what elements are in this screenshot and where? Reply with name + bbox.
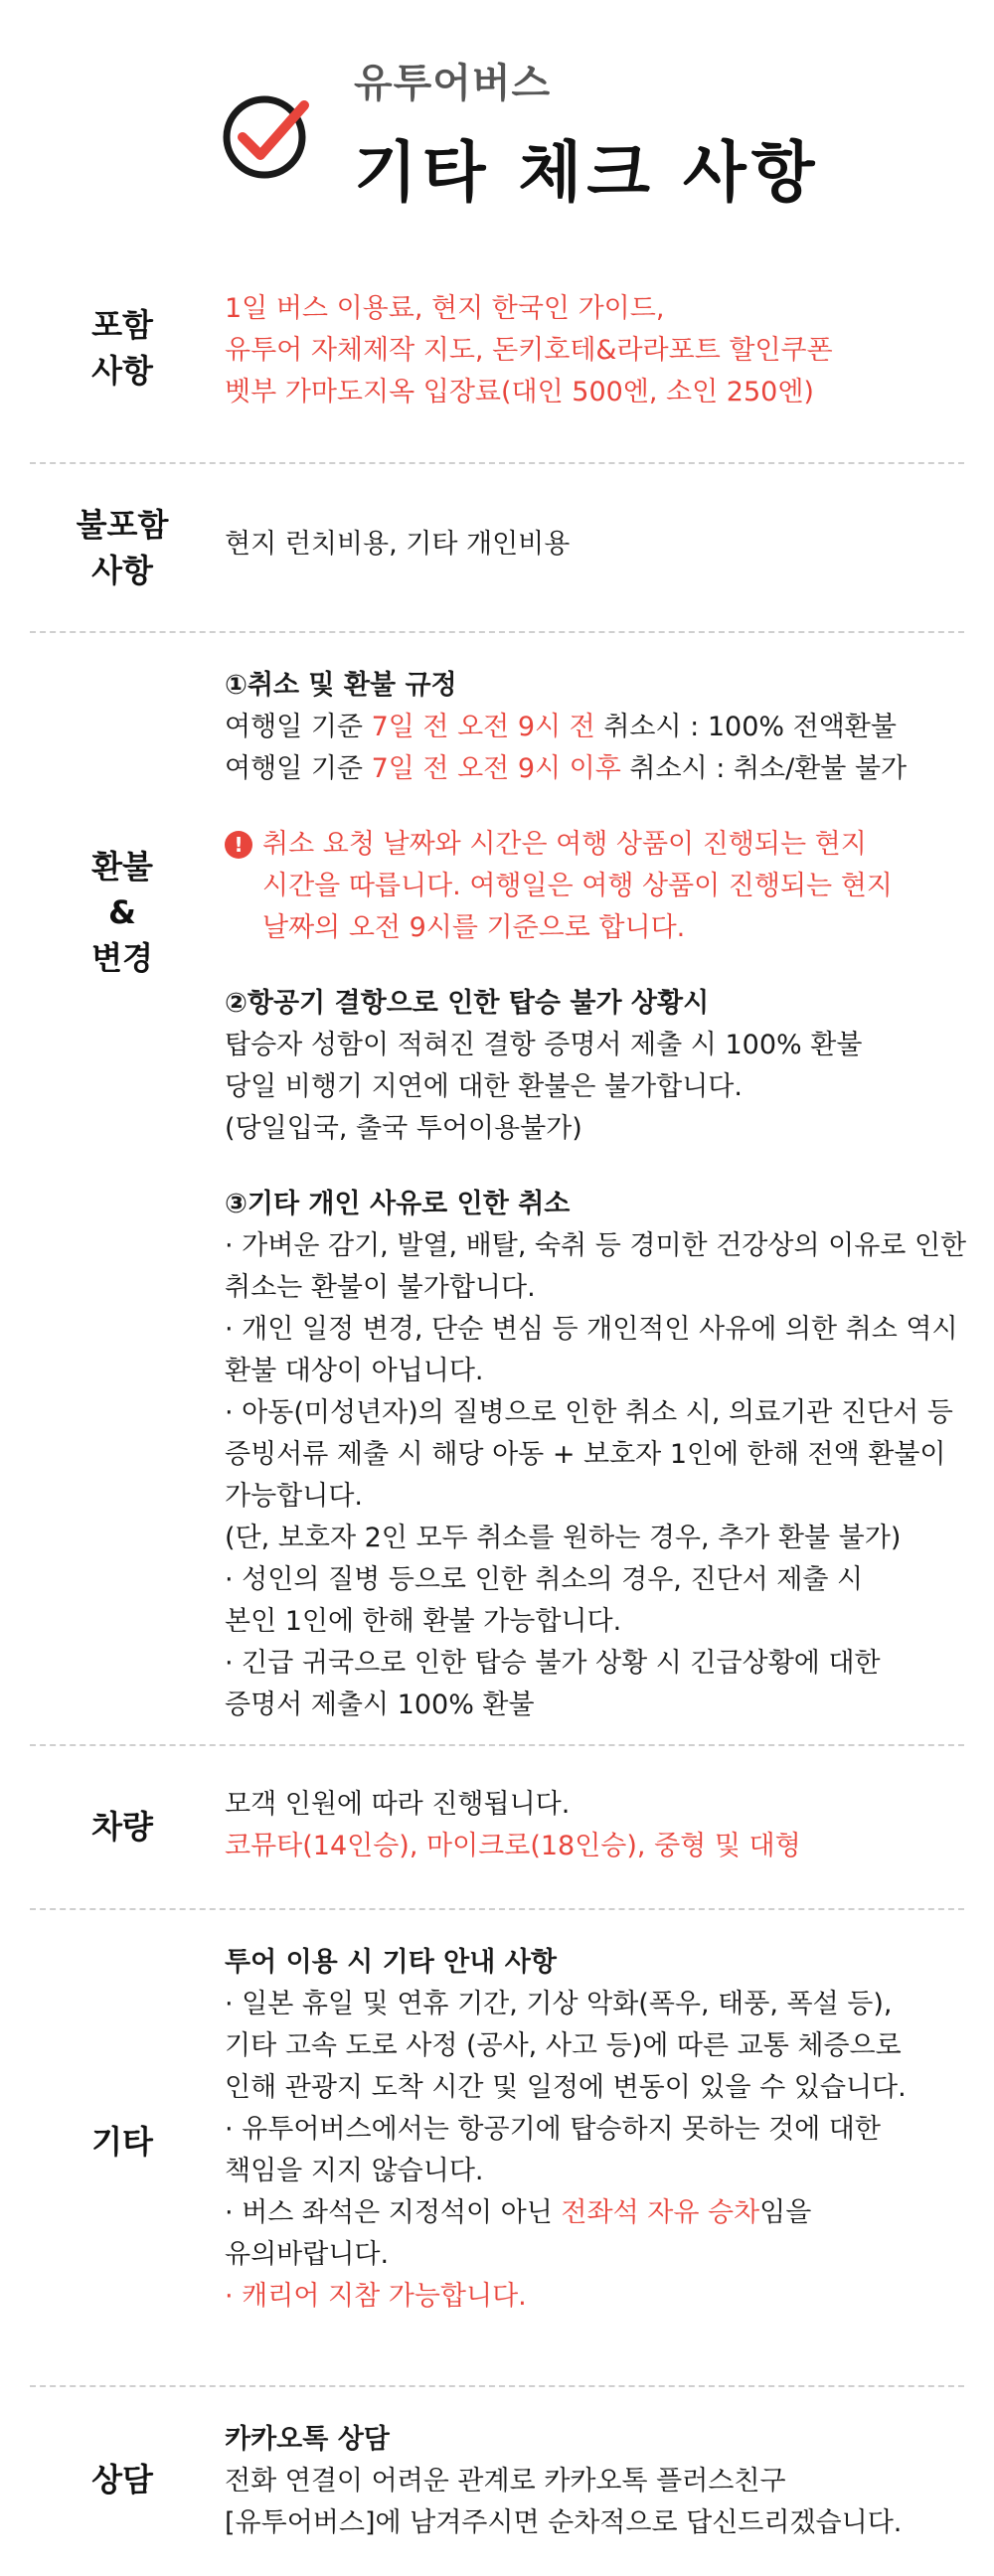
section-label: 기타 bbox=[91, 2123, 153, 2161]
flight-cancel-title: ②항공기 결항으로 인한 탑승 불가 상황시 bbox=[225, 988, 710, 1019]
refund-rule-title: ①취소 및 환불 규정 bbox=[225, 670, 457, 701]
brand-name: 유투어버스 bbox=[354, 61, 552, 106]
personal-cancel-line: · 가벼운 감기, 발열, 배탈, 숙취 등 경미한 건강상의 이유로 인한 bbox=[225, 1230, 967, 1261]
etc-line: · 일본 휴일 및 연휴 기간, 기상 악화(폭우, 태풍, 폭설 등), bbox=[225, 1989, 893, 2019]
personal-cancel-line: 가능합니다. bbox=[225, 1481, 363, 1512]
flight-cancel-line: 당일 비행기 지연에 대한 환불은 불가합니다. bbox=[225, 1071, 743, 1102]
consult-title: 카카오톡 상담 bbox=[225, 2424, 390, 2455]
personal-cancel-line: · 긴급 귀국으로 인한 탑승 불가 상황 시 긴급상황에 대한 bbox=[225, 1648, 881, 1679]
included-item: 1일 버스 이용료, 현지 한국인 가이드, bbox=[225, 293, 665, 324]
consult-line: 전화 연결이 어려운 관계로 카카오톡 플러스친구 bbox=[225, 2466, 786, 2496]
section-etc bbox=[30, 1910, 964, 2387]
etc-line: 유의바랍니다. bbox=[225, 2239, 390, 2270]
section-refund bbox=[30, 633, 967, 1746]
vehicle-line: 모객 인원에 따라 진행됩니다. bbox=[225, 1789, 571, 1820]
flight-cancel-line: (당일입국, 출국 투어이용불가) bbox=[225, 1113, 582, 1144]
included-list bbox=[225, 288, 964, 413]
warning-note: ! 취소 요청 날짜와 시간은 여행 상품이 진행되는 현지 시간을 따릅니다. 여행일은 여행 상품이 진행되는 현지 날짜의 오전 9시를 기준으로 합니다. bbox=[225, 824, 964, 949]
refund-rule-line: 여행일 기준 7일 전 오전 9시 이후 취소시 : 취소/환불 불가 bbox=[225, 753, 908, 784]
etc-content bbox=[225, 1942, 964, 2318]
flight-cancel-line: 탑승자 성함이 적혀진 결항 증명서 제출 시 100% 환불 bbox=[225, 1030, 863, 1060]
etc-line: 기타 고속 도로 사정 (공사, 사고 등)에 따른 교통 체증으로 bbox=[225, 2030, 902, 2061]
alert-icon: ! bbox=[225, 831, 252, 859]
section-label: 차량 bbox=[91, 1808, 153, 1846]
etc-line: 책임을 지지 않습니다. bbox=[225, 2156, 484, 2186]
section-vehicle bbox=[30, 1746, 964, 1910]
personal-cancel-line: 환불 대상이 아닙니다. bbox=[225, 1356, 484, 1386]
page-title: 기타 체크 사항 bbox=[354, 134, 820, 211]
section-label: 상담 bbox=[91, 2461, 153, 2498]
personal-cancel-line: (단, 보호자 2인 모두 취소를 원하는 경우, 추가 환불 불가) bbox=[225, 1523, 902, 1553]
personal-cancel-title: ③기타 개인 사유로 인한 취소 bbox=[225, 1189, 571, 1219]
section-consult bbox=[30, 2387, 964, 2576]
etc-line: 인해 관광지 도착 시간 및 일정에 변동이 있을 수 있습니다. bbox=[225, 2072, 907, 2103]
vehicle-types: 코뮤타(14인승), 마이크로(18인승), 중형 및 대형 bbox=[225, 1831, 801, 1861]
consult-line: [유투어버스]에 남겨주시면 순차적으로 답신드리겠습니다. bbox=[225, 2507, 903, 2538]
personal-cancel-line: · 아동(미성년자)의 질병으로 인한 취소 시, 의료기관 진단서 등 bbox=[225, 1397, 953, 1428]
etc-line: · 캐리어 지참 가능합니다. bbox=[225, 2281, 527, 2312]
personal-cancel-line: 증빙서류 제출 시 해당 아동 + 보호자 1인에 한해 전액 환불이 bbox=[225, 1439, 946, 1470]
personal-cancel-line: · 개인 일정 변경, 단순 변심 등 개인적인 사유에 의한 취소 역시 bbox=[225, 1314, 958, 1345]
included-item: 유투어 자체제작 지도, 돈키호테&라라포트 할인쿠폰 bbox=[225, 335, 833, 366]
section-label: 포함 사항 bbox=[91, 306, 153, 390]
section-label: 불포함 사항 bbox=[76, 506, 169, 589]
section-label: 환불 & 변경 bbox=[91, 848, 153, 977]
etc-line: · 버스 좌석은 지정석이 아닌 전좌석 자유 승차임을 bbox=[225, 2197, 812, 2228]
excluded-text: 현지 런치비용, 기타 개인비용 bbox=[225, 529, 571, 560]
personal-cancel-line: · 성인의 질병 등으로 인한 취소의 경우, 진단서 제출 시 bbox=[225, 1564, 864, 1595]
vehicle-content bbox=[225, 1784, 964, 1867]
personal-cancel-line: 증명서 제출시 100% 환불 bbox=[225, 1690, 535, 1720]
personal-cancel-line: 취소는 환불이 불가합니다. bbox=[225, 1272, 536, 1303]
consult-content bbox=[225, 2419, 964, 2544]
etc-line: · 유투어버스에서는 항공기에 탑승하지 못하는 것에 대한 bbox=[225, 2114, 881, 2145]
section-excluded bbox=[30, 464, 964, 633]
refund-rule-line: 여행일 기준 7일 전 오전 9시 전 취소시 : 100% 전액환불 bbox=[225, 712, 897, 742]
personal-cancel-line: 본인 1인에 한해 환불 가능합니다. bbox=[225, 1606, 622, 1637]
checkmark-circle-icon bbox=[221, 91, 312, 183]
refund-content bbox=[225, 665, 967, 1726]
section-included bbox=[30, 231, 964, 464]
etc-title: 투어 이용 시 기타 안내 사항 bbox=[225, 1947, 557, 1978]
header bbox=[0, 0, 994, 231]
included-item: 벳부 가마도지옥 입장료(대인 500엔, 소인 250엔) bbox=[225, 377, 814, 407]
